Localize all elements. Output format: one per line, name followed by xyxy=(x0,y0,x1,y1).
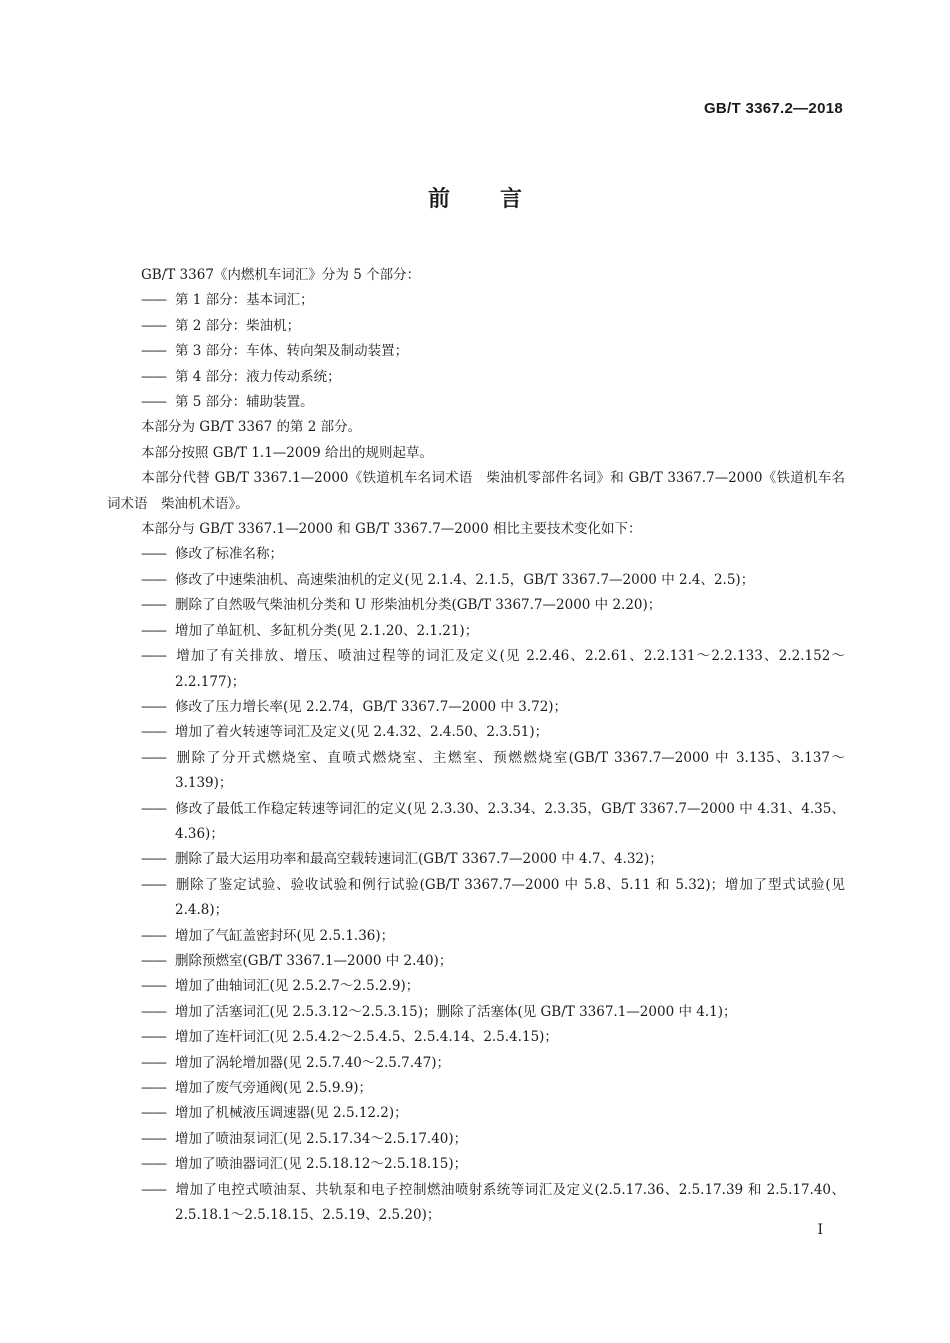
change-item xyxy=(107,720,845,745)
change-item xyxy=(107,949,845,974)
change-text: 删除了自然吸气柴油机分类和 U 形柴油机分类(GB/T 3367.7—2000 中 2.20)； xyxy=(175,597,662,614)
part-text: 第 5 部分：辅助装置。 xyxy=(175,394,314,411)
change-item xyxy=(107,847,845,872)
dash: —— xyxy=(141,1156,166,1173)
change-item xyxy=(107,695,845,720)
part-item xyxy=(107,339,845,364)
changes-list xyxy=(107,542,845,1228)
change-item xyxy=(107,619,845,644)
part-text: 第 1 部分：基本词汇； xyxy=(175,292,314,309)
part-item xyxy=(107,288,845,313)
dash: —— xyxy=(141,1003,166,1020)
dash: —— xyxy=(141,1130,166,1147)
change-item xyxy=(107,746,845,797)
change-text: 修改了标准名称； xyxy=(175,546,283,563)
change-item xyxy=(107,1152,845,1177)
change-item xyxy=(107,593,845,618)
change-text: 增加了活塞词汇(见 2.5.3.12～2.5.3.15)；删除了活塞体(见 GB/T 3367.1—2000 中 4.1)； xyxy=(175,1003,737,1020)
dash: —— xyxy=(141,368,166,385)
change-item xyxy=(107,1025,845,1050)
dash: —— xyxy=(141,749,166,766)
dash: —— xyxy=(141,724,166,741)
change-text: 删除了鉴定试验、验收试验和例行试验(GB/T 3367.7—2000 中 5.8、5.11 和 5.32)；增加了型式试验(见 2.4.8)； xyxy=(175,876,845,919)
dash: —— xyxy=(141,927,166,944)
change-item xyxy=(107,974,845,999)
change-text: 增加了喷油泵词汇(见 2.5.17.34～2.5.17.40)； xyxy=(175,1130,468,1147)
change-item xyxy=(107,568,845,593)
foreword-body xyxy=(107,263,845,1228)
intro-line: 本部分按照 GB/T 1.1—2009 给出的规则起草。 xyxy=(141,444,433,461)
change-text: 删除了最大运用功率和最高空载转速词汇(GB/T 3367.7—2000 中 4.7、4.32)； xyxy=(175,851,663,868)
intro-line: 本部分与 GB/T 3367.1—2000 和 GB/T 3367.7—2000 相比主要技术变化如下： xyxy=(141,521,642,538)
dash: —— xyxy=(141,648,166,665)
part-item xyxy=(107,314,845,339)
change-text: 增加了单缸机、多缸机分类(见 2.1.20、2.1.21)； xyxy=(175,622,479,639)
change-item xyxy=(107,644,845,695)
change-text: 增加了机械液压调速器(见 2.5.12.2)； xyxy=(175,1105,408,1122)
part-item xyxy=(107,365,845,390)
dash: —— xyxy=(141,394,166,411)
page-title: 前言 xyxy=(427,187,572,212)
change-item xyxy=(107,542,845,567)
change-item xyxy=(107,1000,845,1025)
dash: —— xyxy=(141,698,166,715)
dash: —— xyxy=(141,1029,166,1046)
change-text: 增加了气缸盖密封环(见 2.5.1.36)； xyxy=(175,927,395,944)
change-text: 删除了分开式燃烧室、直喷式燃烧室、主燃室、预燃燃烧室(GB/T 3367.7—2000 中 3.135、3.137～3.139)； xyxy=(175,749,845,792)
dash: —— xyxy=(141,343,166,360)
change-text: 删除预燃室(GB/T 3367.1—2000 中 2.40)； xyxy=(175,952,453,969)
change-text: 修改了最低工作稳定转速等词汇的定义(见 2.3.30、2.3.34、2.3.35，GB/T 3367.7—2000 中 4.31、4.35、4.36)； xyxy=(175,800,845,842)
change-item xyxy=(107,1051,845,1076)
change-item xyxy=(107,873,845,924)
change-item xyxy=(107,924,845,949)
dash: —— xyxy=(141,1080,166,1096)
page-number: I xyxy=(817,1222,823,1238)
dash: —— xyxy=(141,1105,166,1122)
change-text: 增加了着火转速等词汇及定义(见 2.4.32、2.4.50、2.3.51)； xyxy=(175,724,549,741)
dash: —— xyxy=(141,292,166,309)
change-text: 增加了连杆词汇(见 2.5.4.2～2.5.4.5、2.5.4.14、2.5.4.15)； xyxy=(175,1029,558,1046)
change-text: 修改了中速柴油机、高速柴油机的定义(见 2.1.4、2.1.5，GB/T 3367.7—2000 中 2.4、2.5)； xyxy=(175,571,755,588)
change-text: 增加了有关排放、增压、喷油过程等的词汇及定义(见 2.2.46、2.2.61、2.2.131～2.2.133、2.2.152～2.2.177)； xyxy=(175,648,845,690)
standard-number: GB/T 3367.2—2018 xyxy=(703,100,843,117)
change-text: 修改了压力增长率(见 2.2.74，GB/T 3367.7—2000 中 3.72)； xyxy=(175,698,568,715)
part-text: 第 2 部分：柴油机； xyxy=(175,317,301,334)
dash: —— xyxy=(141,1181,166,1198)
dash: —— xyxy=(141,800,166,817)
intro-paragraph xyxy=(107,466,845,517)
change-text: 增加了涡轮增加器(见 2.5.7.40～2.5.7.47)； xyxy=(175,1054,450,1071)
change-item xyxy=(107,1127,845,1152)
dash: —— xyxy=(141,851,166,868)
dash: —— xyxy=(141,571,166,588)
change-item xyxy=(107,1076,845,1101)
change-item xyxy=(107,1101,845,1126)
change-item xyxy=(107,1178,845,1229)
dash: —— xyxy=(141,622,166,639)
intro-line: 本部分为 GB/T 3367 的第 2 部分。 xyxy=(141,419,362,436)
part-item xyxy=(107,390,845,415)
change-text: 增加了废气旁通阀(见 2.5.9.9)； xyxy=(175,1080,373,1096)
change-text: 增加了电控式喷油泵、共轨泵和电子控制燃油喷射系统等词汇及定义(2.5.17.36、2.5.17.39 和 2.5.17.40、2.5.18.1～2.5.18.15、2.5.19、2.5.20)； xyxy=(175,1181,845,1224)
dash: —— xyxy=(141,597,166,614)
dash: —— xyxy=(141,952,166,969)
dash: —— xyxy=(141,978,166,995)
dash: —— xyxy=(141,876,166,893)
change-text: 增加了喷油器词汇(见 2.5.18.12～2.5.18.15)； xyxy=(175,1156,468,1173)
dash: —— xyxy=(141,1054,166,1071)
part-text: 第 4 部分：液力传动系统； xyxy=(175,368,341,385)
change-item xyxy=(107,797,845,848)
dash: —— xyxy=(141,546,166,563)
dash: —— xyxy=(141,317,166,334)
part-text: 第 3 部分：车体、转向架及制动装置； xyxy=(175,343,409,360)
intro-line: GB/T 3367《内燃机车词汇》分为 5 个部分： xyxy=(141,267,421,283)
change-text: 增加了曲轴词汇(见 2.5.2.7～2.5.2.9)； xyxy=(175,978,420,995)
replace-text: 本部分代替 GB/T 3367.1—2000《铁道机车名词术语 柴油机零部件名词》和 GB/T 3367.7—2000《铁道机车名词术语 柴油机术语》。 xyxy=(107,470,845,512)
